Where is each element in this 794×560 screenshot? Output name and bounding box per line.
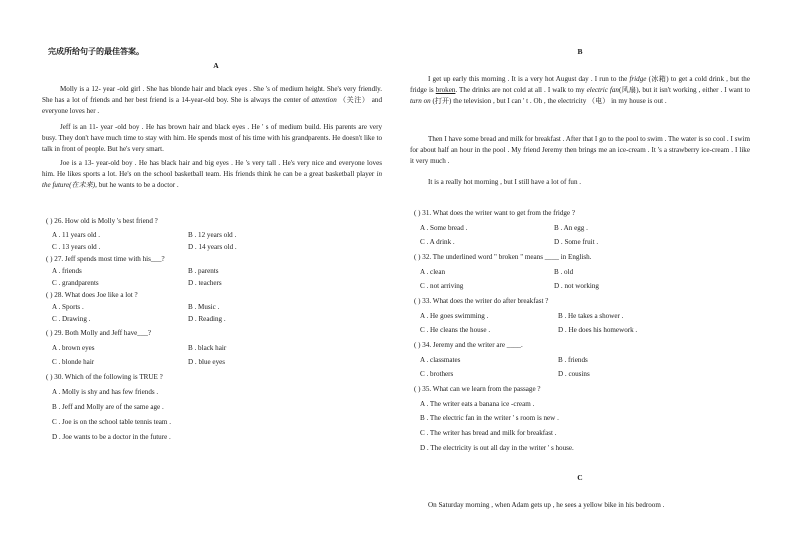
term-fridge: fridge — [629, 75, 647, 83]
q31-option-b[interactable]: B . An egg . — [554, 224, 588, 232]
section-b-label: B — [577, 47, 583, 56]
q35-option-a[interactable]: A . The writer eats a banana ice -cream . — [420, 400, 535, 408]
q26-option-c[interactable]: C . 13 years old . — [52, 243, 101, 251]
q33-option-d[interactable]: D . He does his homework . — [558, 326, 638, 334]
q34-option-b[interactable]: B . friends — [558, 356, 588, 364]
underlined-word-broken: broken — [435, 86, 456, 95]
q30-option-d[interactable]: D . Joe wants to be a doctor in the future . — [52, 433, 171, 441]
q29-option-a[interactable]: A . brown eyes — [52, 344, 95, 352]
q32-option-a[interactable]: A . clean — [420, 268, 446, 276]
passage-a-paragraph-3: Joe is a 13- year-old boy . He has black hair and big eyes . He 's very tall . He's very nice and everyone loves him. He likes sports a lot. He's on the school basketball team. His friends think he can be a great basketball player in the future(在未来), but he wants to be a doctor . — [42, 159, 383, 190]
q27-option-a[interactable]: A . friends — [52, 267, 82, 275]
q29-option-d[interactable]: D . blue eyes — [188, 358, 226, 366]
q32-option-c[interactable]: C . not arriving — [420, 282, 464, 290]
q33-option-a[interactable]: A . He goes swimming . — [420, 312, 489, 320]
q28-option-c[interactable]: C . Drawing . — [52, 315, 91, 323]
q28-option-b[interactable]: B . Music . — [188, 303, 220, 311]
q30-option-b[interactable]: B . Jeff and Molly are of the same age . — [52, 403, 164, 411]
q27-option-d[interactable]: D . teachers — [188, 279, 222, 287]
q34-option-a[interactable]: A . classmates — [420, 356, 461, 364]
term-attention: attention — [311, 96, 337, 105]
q34-option-c[interactable]: C . brothers — [420, 370, 454, 378]
q27-option-b[interactable]: B . parents — [188, 267, 219, 275]
q35-option-c[interactable]: C . The writer has bread and milk for breakfast . — [420, 429, 557, 437]
question-28: ( ) 28. What does Joe like a lot ? — [46, 291, 138, 299]
section-c-label: C — [577, 473, 583, 482]
question-31: ( ) 31. What does the writer want to get from the fridge ? — [414, 209, 576, 217]
q27-option-c[interactable]: C . grandparents — [52, 279, 99, 287]
term-turn-on: turn on — [410, 97, 431, 106]
q35-option-b[interactable]: B . The electric fan in the writer ' s room is new . — [420, 414, 559, 422]
q33-option-b[interactable]: B . He takes a shower . — [558, 312, 624, 320]
question-26: ( ) 26. How old is Molly 's best friend ? — [46, 217, 158, 225]
question-33: ( ) 33. What does the writer do after breakfast ? — [414, 297, 549, 305]
passage-a-paragraph-1: Molly is a 12- year -old girl . She has blonde hair and black eyes . She 's of medium height. She's very friendly. She has a lot of friends and her best friend is a 14-year-old boy. She is always the center of attention （关注） and everyone loves her . — [42, 85, 383, 116]
term-electric-fan: electric fan — [586, 86, 619, 95]
question-27: ( ) 27. Jeff spends most time with his___? — [46, 255, 165, 263]
q28-option-d[interactable]: D . Reading . — [188, 315, 226, 323]
question-35: ( ) 35. What can we learn from the passage ? — [414, 385, 541, 393]
passage-a-paragraph-2: Jeff is an 11- year -old boy . He has brown hair and black eyes . He ' s of medium build. His parents are very busy. They don't have much time to stay with him. He spends most of his time with his grandparents. He doesn't like to talk in front of people. But he's very smart. — [42, 123, 382, 154]
q29-option-c[interactable]: C . blonde hair — [52, 358, 95, 366]
q31-option-a[interactable]: A . Some bread . — [420, 224, 468, 232]
question-34: ( ) 34. Jeremy and the writer are ____. — [414, 341, 523, 349]
q30-option-a[interactable]: A . Molly is shy and has few friends . — [52, 388, 159, 396]
question-29: ( ) 29. Both Molly and Jeff have___? — [46, 329, 152, 337]
q26-option-a[interactable]: A . 11 years old . — [52, 231, 101, 239]
instruction: 完成所给句子的最佳答案。 — [48, 47, 144, 56]
section-a-label: A — [213, 61, 219, 70]
question-32: ( ) 32. The underlined word " broken " means ____ in English. — [414, 253, 592, 261]
q31-option-c[interactable]: C . A drink . — [420, 238, 455, 246]
passage-b-paragraph-1: I get up early this morning . It is a very hot August day . I run to the fridge (冰箱) to get a cold drink , but the fridge is broken. The drinks are not cold at all . I walk to my electric fan(风扇), but it isn't working , either . I want to turn on (打开) the television , but I can ' t . Oh , the electricity （电） in my house is out . — [410, 75, 750, 106]
q32-option-b[interactable]: B . old — [554, 268, 574, 276]
passage-b-paragraph-2: Then I have some bread and milk for breakfast . After that I go to the pool to swim . The water is so cool . I swim for about half an hour in the pool . My friend Jeremy then brings me an ice-cream . It 's a strawberry ice-cream . I like it very much . — [410, 135, 750, 166]
term-in-the-future: in the future(在未来), — [42, 170, 383, 190]
q28-option-a[interactable]: A . Sports . — [52, 303, 84, 311]
q26-option-d[interactable]: D . 14 years old . — [188, 243, 237, 251]
passage-c-paragraph-1: On Saturday morning , when Adam gets up , he sees a yellow bike in his bedroom . — [428, 501, 665, 509]
q33-option-c[interactable]: C . He cleans the house . — [420, 326, 491, 334]
q34-option-d[interactable]: D . cousins — [558, 370, 590, 378]
q31-option-d[interactable]: D . Some fruit . — [554, 238, 599, 246]
q30-option-c[interactable]: C . Joe is on the school table tennis team . — [52, 418, 171, 426]
q35-option-d[interactable]: D . The electricity is out all day in the writer ' s house. — [420, 444, 574, 452]
q32-option-d[interactable]: D . not working — [554, 282, 599, 290]
q29-option-b[interactable]: B . black hair — [188, 344, 227, 352]
q26-option-b[interactable]: B . 12 years old . — [188, 231, 237, 239]
passage-b-paragraph-3: It is a really hot morning , but I still have a lot of fun . — [428, 178, 582, 186]
question-30: ( ) 30. Which of the following is TRUE ? — [46, 373, 163, 381]
